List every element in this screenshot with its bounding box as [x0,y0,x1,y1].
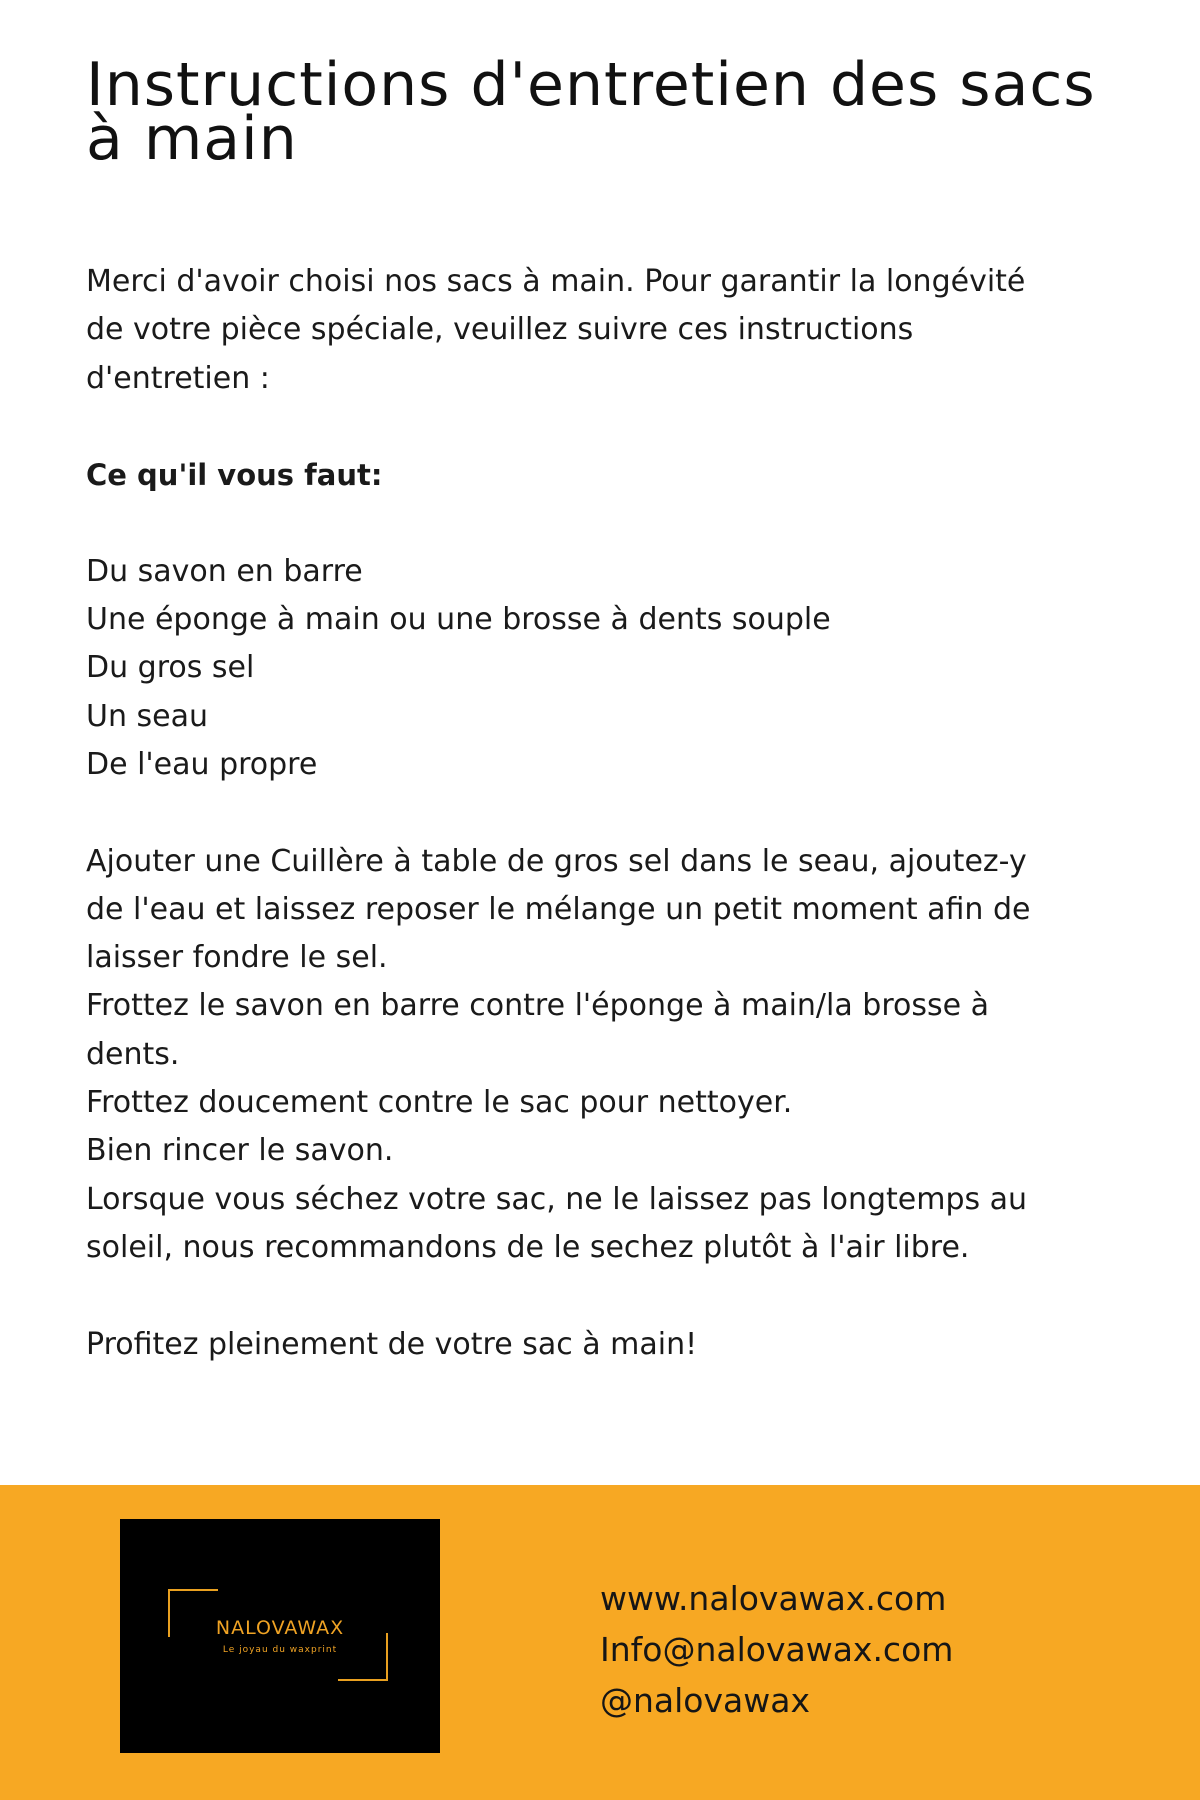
logo-brand-name: NALOVAWAX [215,1617,345,1639]
logo-tagline: Le joyau du waxprint [222,1645,338,1655]
closing-line: Profitez pleinement de votre sac à main! [86,1326,698,1362]
spacer [86,1272,1106,1320]
email-link[interactable]: Info@nalovawax.com [600,1630,954,1669]
needs-item: Un seau [86,698,208,734]
page-title: Instructions d'entretien des sacs à main [86,50,1096,174]
step-line: soleil, nous recommandons de le sechez plutôt à l'air libre. [86,1229,970,1265]
instructions-body [86,258,1106,1369]
brand-logo [120,1519,440,1753]
needs-item: Du gros sel [86,650,255,686]
spacer [86,789,1106,837]
logo-frame-corner-bottom-right [338,1633,388,1681]
spacer [86,499,1106,547]
social-handle[interactable]: @nalovawax [600,1681,810,1720]
footer-band [0,1485,1200,1800]
intro-line: Merci d'avoir choisi nos sacs à main. Pour garantir la longévité [86,264,1026,299]
intro-line: de votre pièce spéciale, veuillez suivre ces instructions [86,312,914,348]
step-line: Bien rincer le savon. [86,1133,394,1169]
website-link[interactable]: www.nalovawax.com [600,1579,947,1618]
contact-info [600,1573,953,1726]
step-line: Lorsque vous séchez votre sac, ne le laissez pas longtemps au [86,1181,1028,1217]
needs-item: De l'eau propre [86,746,318,782]
needs-item: Une éponge à main ou une brosse à dents souple [86,602,831,638]
step-line: dents. [86,1036,180,1072]
step-line: Ajouter une Cuillère à table de gros sel dans le seau, ajoutez-y [86,843,1027,879]
needs-item: Du savon en barre [86,553,363,589]
spacer [86,403,1106,451]
step-line: de l'eau et laissez reposer le mélange un petit moment afin de [86,891,1031,927]
needs-heading: Ce qu'il vous faut: [86,458,383,493]
step-line: Frottez doucement contre le sac pour nettoyer. [86,1085,793,1121]
intro-line: d'entretien : [86,360,270,396]
step-line: laisser fondre le sel. [86,940,388,976]
step-line: Frottez le savon en barre contre l'éponge à main/la brosse à [86,988,990,1024]
